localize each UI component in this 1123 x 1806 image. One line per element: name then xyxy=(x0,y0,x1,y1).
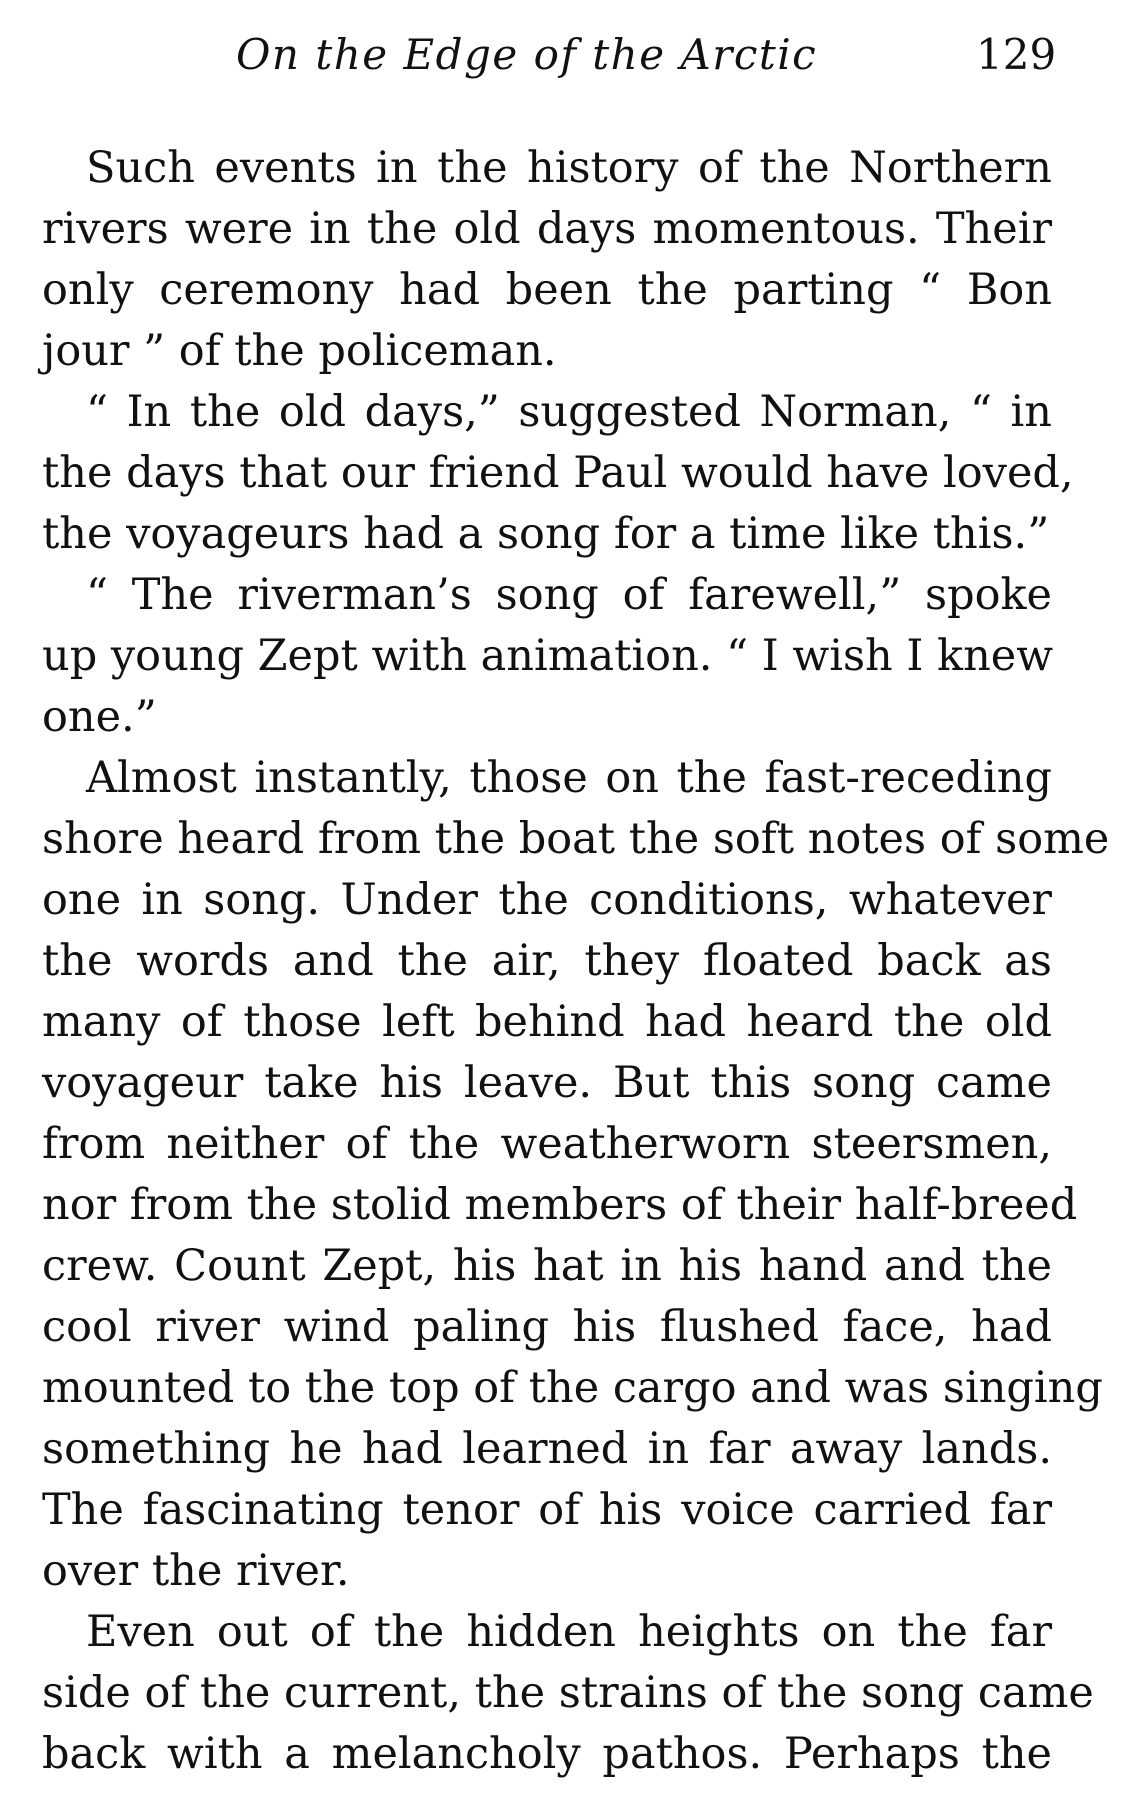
text-line: jour ” of the policeman. xyxy=(42,326,557,376)
running-title: On the Edge of the Arctic xyxy=(236,30,818,79)
text-line: Even out of the hidden heights on the far xyxy=(86,1607,1052,1657)
text-line: one.” xyxy=(42,692,157,742)
text-line: Almost instantly, those on the fast-receding xyxy=(86,753,1052,803)
text-line: only ceremony had been the parting “ Bon xyxy=(42,265,1052,315)
text-line: voyageur take his leave. But this song came xyxy=(42,1058,1052,1108)
text-line: rivers were in the old days momentous. Their xyxy=(42,204,1052,254)
text-line: Such events in the history of the Northern xyxy=(86,143,1052,193)
text-line: shore heard from the boat the soft notes of some xyxy=(42,814,1110,864)
text-line: from neither of the weatherworn steersmen, xyxy=(42,1119,1052,1169)
text-line: nor from the stolid members of their half-breed xyxy=(42,1180,1078,1230)
text-line: “ In the old days,” suggested Norman, “ in xyxy=(86,387,1052,437)
text-line: the words and the air, they floated back as xyxy=(42,936,1052,986)
text-line: one in song. Under the conditions, whatever xyxy=(42,875,1052,925)
text-line: cool river wind paling his flushed face, had xyxy=(42,1302,1052,1352)
text-line: side of the current, the strains of the song came xyxy=(42,1668,1094,1718)
body-text xyxy=(42,138,1110,1785)
text-line: something he had learned in far away lands. xyxy=(42,1424,1052,1474)
text-line: back with a melancholy pathos. Perhaps the xyxy=(42,1729,1052,1779)
text-line: over the river. xyxy=(42,1546,350,1596)
text-line: “ The riverman’s song of farewell,” spoke xyxy=(86,570,1052,620)
text-line: up young Zept with animation. “ I wish I knew xyxy=(42,631,1054,681)
text-line: many of those left behind had heard the old xyxy=(42,997,1052,1047)
text-line: The fascinating tenor of his voice carried far xyxy=(42,1485,1052,1535)
page-number: 129 xyxy=(976,30,1057,79)
text-line: the voyageurs had a song for a time like this.” xyxy=(42,509,1050,559)
text-line: the days that our friend Paul would have loved, xyxy=(42,448,1074,498)
text-line: crew. Count Zept, his hat in his hand and the xyxy=(42,1241,1052,1291)
text-line: mounted to the top of the cargo and was singing xyxy=(42,1363,1103,1413)
